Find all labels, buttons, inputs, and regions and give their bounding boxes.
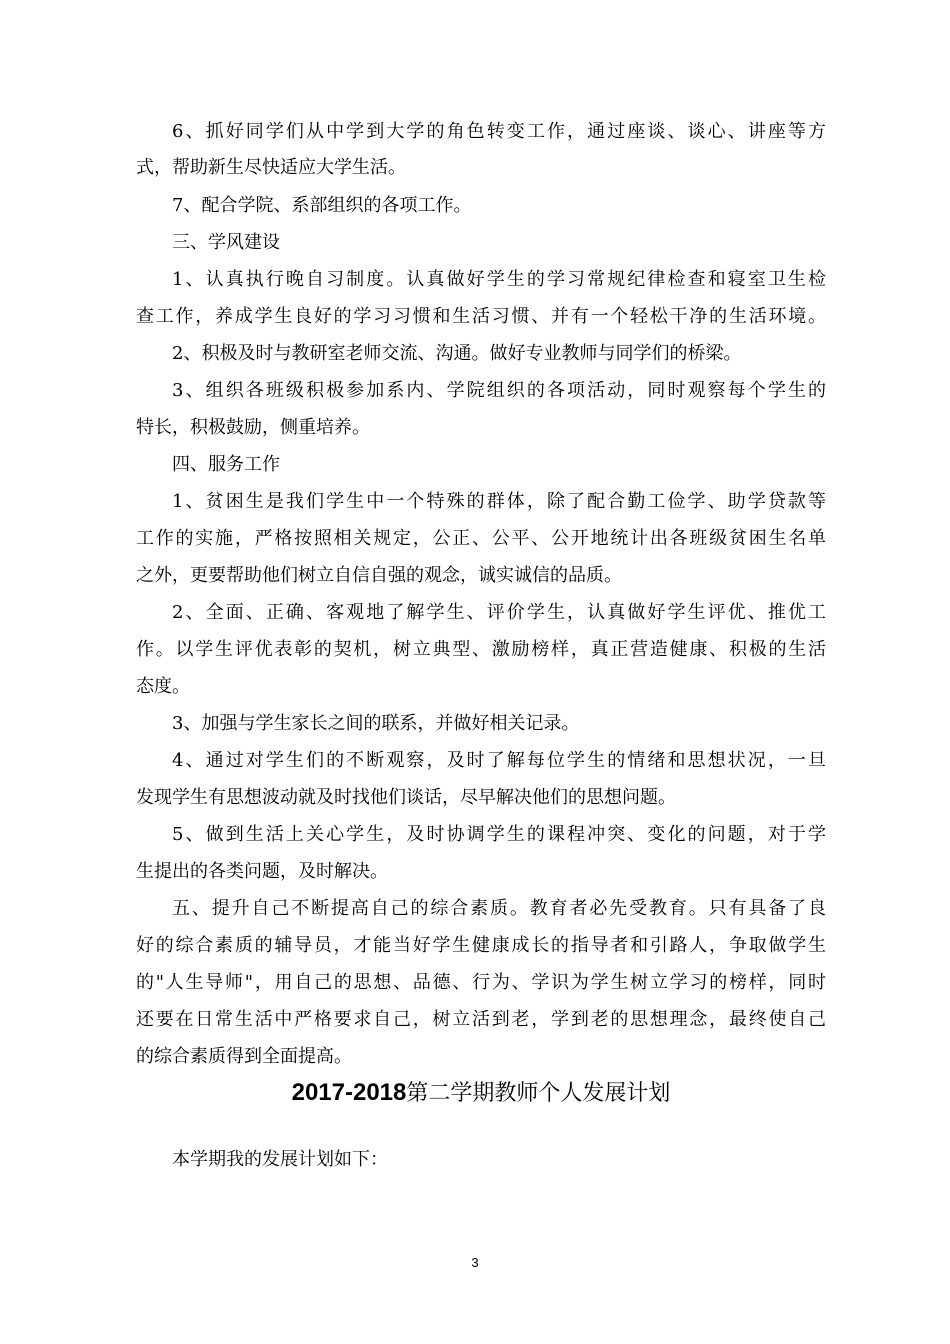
study-item-2: 2、积极及时与教研室老师交流、沟通。做好专业教师与同学们的桥梁。 bbox=[172, 343, 742, 364]
page-number: 3 bbox=[471, 1255, 479, 1270]
document-title bbox=[136, 1079, 826, 1108]
section-heading-study-style: 三、学风建设 bbox=[172, 232, 280, 253]
paragraph-6-line-2: 式，帮助新生尽快适应大学生活。 bbox=[136, 157, 406, 178]
section-five-line-3: 的"人生导师"，用自己的思想、品德、行为、学识为学生树立学习的榜样，同时 bbox=[136, 972, 826, 993]
service-item-2-line-3: 态度。 bbox=[136, 676, 190, 697]
service-item-1-line-3: 之外，更要帮助他们树立自信自强的观念，诚实诚信的品质。 bbox=[136, 565, 622, 586]
paragraph-6-line-1: 6、抓好同学们从中学到大学的角色转变工作，通过座谈、谈心、讲座等方 bbox=[172, 121, 826, 142]
section-five-line-5: 的综合素质得到全面提高。 bbox=[136, 1046, 352, 1067]
section-heading-service: 四、服务工作 bbox=[172, 454, 280, 475]
study-item-3-line-1: 3、组织各班级积极参加系内、学院组织的各项活动，同时观察每个学生的 bbox=[172, 380, 826, 401]
service-item-5-line-1: 5、做到生活上关心学生，及时协调学生的课程冲突、变化的问题，对于学 bbox=[172, 824, 826, 845]
service-item-4-line-1: 4、通过对学生们的不断观察，及时了解每位学生的情绪和思想状况，一旦 bbox=[172, 750, 826, 771]
section-five-line-2: 好的综合素质的辅导员，才能当好学生健康成长的指导者和引路人，争取做学生 bbox=[136, 935, 826, 956]
paragraph-7: 7、配合学院、系部组织的各项工作。 bbox=[172, 195, 472, 216]
study-item-1-line-2: 查工作，养成学生良好的学习习惯和生活习惯、并有一个轻松干净的生活环境。 bbox=[136, 306, 826, 327]
intro-line: 本学期我的发展计划如下： bbox=[172, 1149, 388, 1170]
study-item-1-line-1: 1、认真执行晚自习制度。认真做好学生的学习常规纪律检查和寝室卫生检 bbox=[172, 269, 826, 290]
service-item-1-line-1: 1、贫困生是我们学生中一个特殊的群体，除了配合勤工俭学、助学贷款等 bbox=[172, 491, 826, 512]
service-item-4-line-2: 发现学生有思想波动就及时找他们谈话，尽早解决他们的思想问题。 bbox=[136, 787, 676, 808]
title-year: 2017-2018 bbox=[291, 1079, 407, 1106]
section-five-line-1: 五、提升自己不断提高自己的综合素质。教育者必先受教育。只有具备了良 bbox=[172, 898, 826, 919]
service-item-5-line-2: 生提出的各类问题，及时解决。 bbox=[136, 861, 388, 882]
title-text: 第二学期教师个人发展计划 bbox=[406, 1081, 671, 1106]
service-item-2-line-1: 2、全面、正确、客观地了解学生、评价学生，认真做好学生评优、推优工 bbox=[172, 602, 826, 623]
section-five-line-4: 还要在日常生活中严格要求自己，树立活到老，学到老的思想理念，最终使自己 bbox=[136, 1009, 826, 1030]
service-item-2-line-2: 作。以学生评优表彰的契机，树立典型、激励榜样，真正营造健康、积极的生活 bbox=[136, 639, 826, 660]
study-item-3-line-2: 特长，积极鼓励，侧重培养。 bbox=[136, 417, 370, 438]
service-item-3: 3、加强与学生家长之间的联系，并做好相关记录。 bbox=[172, 713, 580, 734]
service-item-1-line-2: 工作的实施，严格按照相关规定，公正、公平、公开地统计出各班级贫困生名单 bbox=[136, 528, 826, 549]
